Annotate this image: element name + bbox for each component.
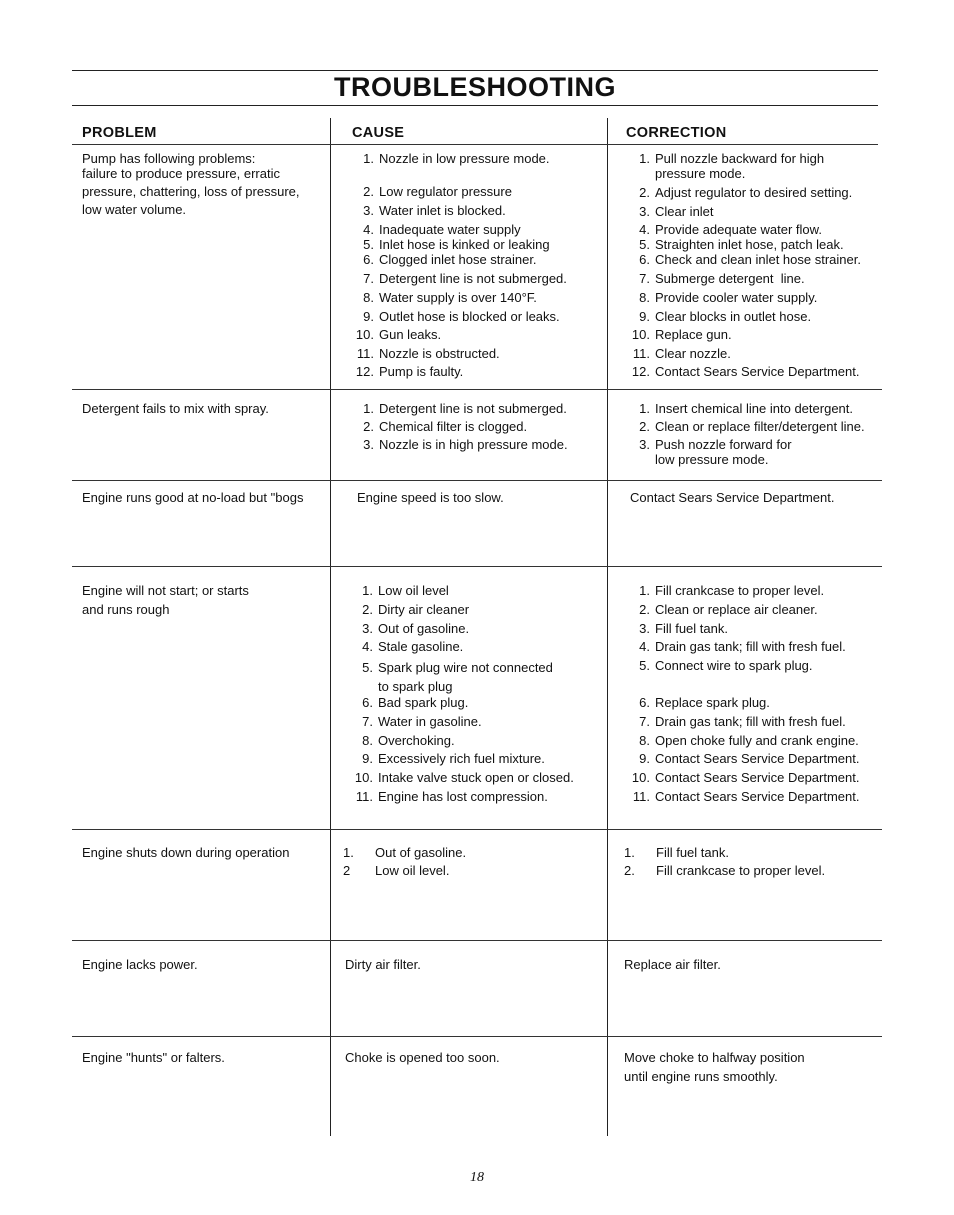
cause-number: 8. — [362, 733, 373, 748]
problem-text: Engine shuts down during operation — [82, 845, 290, 860]
cause-item — [352, 419, 527, 434]
cause-text: Detergent line is not submerged. — [379, 401, 567, 416]
cause-text: Inadequate water supply — [379, 222, 521, 237]
row-rule — [72, 480, 882, 481]
cause-number: 3. — [362, 621, 373, 636]
correction-number: 3. — [639, 621, 650, 636]
correction-text: Contact Sears Service Department. — [630, 490, 835, 505]
cause-text: Dirty air cleaner — [378, 602, 470, 617]
cause-text: Outlet hose is blocked or leaks. — [379, 309, 560, 324]
cause-number: 2 — [343, 863, 351, 878]
correction-number: 5. — [639, 237, 650, 252]
cause-text: Out of gasoline. — [378, 621, 470, 636]
cause-text: Clogged inlet hose strainer. — [379, 252, 537, 267]
cause-item — [352, 437, 568, 452]
correction-text: Contact Sears Service Department. — [655, 770, 860, 785]
cause-text: Engine has lost compression. — [378, 789, 548, 804]
problem-cell — [82, 583, 249, 617]
correction-number: 3. — [639, 437, 650, 452]
problem-cell — [82, 490, 303, 505]
cause-number: 6. — [363, 252, 374, 267]
header-cause: CAUSE — [352, 125, 405, 141]
correction-item — [624, 863, 825, 878]
correction-item — [628, 346, 731, 361]
cause-number: 10. — [355, 327, 374, 342]
correction-item — [628, 252, 861, 267]
cause-number: 7. — [362, 714, 373, 729]
cause-number: 5. — [363, 237, 374, 252]
cause-item — [351, 751, 545, 766]
correction-number: 10. — [631, 327, 650, 342]
column-divider-2 — [607, 118, 608, 1136]
correction-number: 9. — [639, 751, 650, 766]
correction-text: Provide cooler water supply. — [655, 290, 818, 305]
cause-number: 2. — [363, 184, 374, 199]
cause-number: 11. — [355, 789, 373, 804]
cause-number: 1. — [363, 151, 374, 166]
cause-text: Low regulator pressure — [379, 184, 512, 199]
correction-cell — [624, 1050, 805, 1084]
cause-text: Nozzle in low pressure mode. — [379, 151, 550, 166]
cause-text: Nozzle is in high pressure mode. — [379, 437, 568, 452]
correction-number: 7. — [639, 271, 650, 286]
cause-number: 7. — [363, 271, 374, 286]
correction-text: Clean or replace filter/detergent line. — [655, 419, 865, 434]
correction-item — [628, 621, 728, 636]
correction-number: 5. — [639, 658, 650, 673]
cause-text: Nozzle is obstructed. — [379, 346, 500, 361]
correction-item — [628, 789, 859, 804]
problem-text: Engine will not start; or starts — [82, 583, 249, 598]
cause-item — [351, 789, 548, 804]
title-rule — [72, 105, 878, 106]
cause-text: Stale gasoline. — [378, 639, 464, 654]
correction-text: Move choke to halfway position — [624, 1050, 805, 1065]
cause-item — [352, 364, 463, 379]
problem-text: low water volume. — [82, 202, 187, 217]
row-rule — [72, 566, 882, 567]
correction-number: 1. — [624, 845, 635, 860]
cause-item — [352, 252, 537, 267]
cause-text: Out of gasoline. — [375, 845, 467, 860]
page-number: 18 — [470, 1170, 484, 1185]
cause-number: 3. — [363, 203, 374, 218]
cause-item — [352, 346, 500, 361]
correction-text: Drain gas tank; fill with fresh fuel. — [655, 639, 846, 654]
cause-number: 6. — [362, 695, 373, 710]
cause-number: 12. — [355, 364, 374, 379]
correction-number: 2. — [639, 419, 650, 434]
correction-text: until engine runs smoothly. — [624, 1069, 778, 1084]
correction-number: 2. — [639, 602, 650, 617]
cause-text: Chemical filter is clogged. — [379, 419, 528, 434]
problem-cell — [82, 151, 300, 217]
correction-text: Push nozzle forward for low pressure mode. — [655, 437, 792, 467]
correction-text: Drain gas tank; fill with fresh fuel. — [655, 714, 846, 729]
cause-text: Overchoking. — [378, 733, 455, 748]
cause-text: Choke is opened too soon. — [345, 1050, 500, 1065]
cause-item — [351, 695, 468, 710]
cause-number: 1. — [363, 401, 374, 416]
problem-text: Detergent fails to mix with spray. — [82, 401, 269, 416]
correction-number: 8. — [639, 290, 650, 305]
correction-number: 4. — [639, 639, 650, 654]
header-problem: PROBLEM — [82, 125, 157, 141]
correction-item — [628, 437, 792, 467]
header-rule — [72, 144, 878, 145]
correction-text: Straighten inlet hose, patch leak. — [655, 237, 844, 252]
correction-text: Insert chemical line into detergent. — [655, 401, 853, 416]
problem-text: pressure, chattering, loss of pressure, — [82, 184, 300, 199]
correction-text: Replace air filter. — [624, 957, 721, 972]
correction-item — [628, 185, 852, 200]
correction-text: Clean or replace air cleaner. — [655, 602, 818, 617]
correction-item — [628, 271, 805, 286]
cause-number: 2. — [362, 602, 373, 617]
correction-item — [628, 602, 818, 617]
cause-item — [352, 327, 441, 342]
cause-text: Spark plug wire not connected to spark plug — [378, 660, 553, 694]
cause-number: 10. — [354, 770, 373, 785]
correction-text: Adjust regulator to desired setting. — [655, 185, 853, 200]
cause-item — [351, 714, 482, 729]
correction-number: 11. — [632, 346, 650, 361]
problem-cell — [82, 401, 269, 416]
correction-number: 6. — [639, 695, 650, 710]
cause-number: 5. — [362, 660, 373, 675]
cause-item — [351, 639, 463, 654]
correction-text: Fill fuel tank. — [656, 845, 729, 860]
cause-text: Inlet hose is kinked or leaking — [379, 237, 550, 252]
cause-text: Water in gasoline. — [378, 714, 482, 729]
correction-text: Open choke fully and crank engine. — [655, 733, 859, 748]
cause-item — [352, 309, 560, 324]
cause-item — [351, 733, 455, 748]
correction-number: 12. — [631, 364, 650, 379]
correction-number: 8. — [639, 733, 650, 748]
correction-item — [628, 290, 817, 305]
column-divider-1 — [330, 118, 331, 1136]
correction-number: 2. — [639, 185, 650, 200]
correction-item — [628, 751, 859, 766]
cause-text: Water supply is over 140°F. — [379, 290, 537, 305]
correction-item — [628, 733, 859, 748]
cause-item — [351, 658, 553, 696]
correction-text: Check and clean inlet hose strainer. — [655, 252, 861, 267]
problem-text: Engine lacks power. — [82, 957, 198, 972]
correction-item — [628, 658, 813, 673]
cause-item — [352, 271, 567, 286]
cause-item — [343, 863, 449, 878]
problem-cell — [82, 1050, 225, 1065]
cause-item — [352, 401, 567, 416]
cause-text: Excessively rich fuel mixture. — [378, 751, 545, 766]
row-rule — [72, 829, 882, 830]
problem-text: Engine "hunts" or falters. — [82, 1050, 225, 1065]
correction-text: Fill crankcase to proper level. — [655, 583, 825, 598]
cause-item — [352, 151, 550, 166]
correction-text: Clear inlet — [655, 204, 714, 219]
cause-number: 4. — [362, 639, 373, 654]
cause-number: 1. — [362, 583, 373, 598]
cause-item — [352, 237, 550, 252]
correction-text: Pull nozzle backward for high pressure mode. — [655, 151, 825, 181]
cause-number: 9. — [363, 309, 374, 324]
correction-item — [624, 845, 729, 860]
cause-text: Gun leaks. — [379, 327, 442, 342]
correction-item — [628, 639, 846, 654]
row-rule — [72, 389, 882, 390]
correction-item — [628, 770, 859, 785]
cause-item — [343, 845, 466, 860]
cause-text: Water inlet is blocked. — [379, 203, 506, 218]
correction-text: Contact Sears Service Department. — [655, 364, 860, 379]
cause-number: 9. — [362, 751, 373, 766]
problem-text: Pump has following problems: — [82, 151, 256, 166]
cause-text: Detergent line is not submerged. — [379, 271, 567, 286]
correction-text: Connect wire to spark plug. — [655, 658, 813, 673]
correction-item — [628, 151, 824, 181]
correction-number: 11. — [632, 789, 650, 804]
problem-text: and runs rough — [82, 602, 170, 617]
correction-item — [628, 583, 824, 598]
correction-number: 1. — [639, 151, 650, 166]
correction-number: 6. — [639, 252, 650, 267]
correction-item — [628, 714, 846, 729]
cause-text: Engine speed is too slow. — [357, 490, 504, 505]
correction-text: Clear blocks in outlet hose. — [655, 309, 812, 324]
cause-text: Dirty air filter. — [345, 957, 421, 972]
correction-number: 9. — [639, 309, 650, 324]
row-rule — [72, 940, 882, 941]
correction-item — [628, 204, 714, 219]
cause-number: 1. — [343, 845, 354, 860]
correction-number: 1. — [639, 401, 650, 416]
correction-text: Replace gun. — [655, 327, 732, 342]
cause-text: Low oil level. — [375, 863, 450, 878]
row-rule — [72, 1036, 882, 1037]
correction-text: Fill crankcase to proper level. — [656, 863, 826, 878]
cause-number: 3. — [363, 437, 374, 452]
cause-number: 11. — [356, 346, 374, 361]
cause-item — [352, 290, 537, 305]
cause-item — [351, 770, 574, 785]
cause-item — [351, 583, 449, 598]
correction-item — [628, 364, 859, 379]
correction-item — [628, 222, 822, 237]
correction-number: 7. — [639, 714, 650, 729]
correction-number: 3. — [639, 204, 650, 219]
cause-item — [352, 184, 512, 199]
correction-item — [628, 237, 844, 252]
cause-number: 8. — [363, 290, 374, 305]
correction-text: Clear nozzle. — [655, 346, 731, 361]
correction-item — [628, 419, 865, 434]
problem-text: Engine runs good at no-load but "bogs — [82, 490, 304, 505]
correction-item — [628, 401, 853, 416]
cause-text: Bad spark plug. — [378, 695, 469, 710]
cause-text: Intake valve stuck open or closed. — [378, 770, 574, 785]
correction-item — [628, 327, 732, 342]
cause-number: 2. — [363, 419, 374, 434]
problem-text: failure to produce pressure, erratic — [82, 166, 280, 181]
page-title: TROUBLESHOOTING — [334, 72, 616, 102]
correction-text: Fill fuel tank. — [655, 621, 728, 636]
problem-cell — [82, 957, 198, 972]
cause-number: 4. — [363, 222, 374, 237]
cause-text: Low oil level — [378, 583, 449, 598]
correction-number: 1. — [639, 583, 650, 598]
correction-text: Replace spark plug. — [655, 695, 770, 710]
cause-item — [351, 621, 469, 636]
cause-text: Pump is faulty. — [379, 364, 464, 379]
correction-item — [628, 695, 770, 710]
problem-cell — [82, 845, 289, 860]
correction-number: 4. — [639, 222, 650, 237]
correction-text: Contact Sears Service Department. — [655, 751, 860, 766]
correction-text: Provide adequate water flow. — [655, 222, 822, 237]
correction-item — [628, 309, 811, 324]
correction-number: 2. — [624, 863, 635, 878]
cause-item — [351, 602, 469, 617]
header-correction: CORRECTION — [626, 125, 727, 141]
correction-number: 10. — [631, 770, 650, 785]
cause-item — [352, 222, 521, 237]
correction-text: Submerge detergent line. — [655, 271, 805, 286]
top-rule — [72, 70, 878, 71]
correction-text: Contact Sears Service Department. — [655, 789, 860, 804]
cause-item — [352, 203, 506, 218]
